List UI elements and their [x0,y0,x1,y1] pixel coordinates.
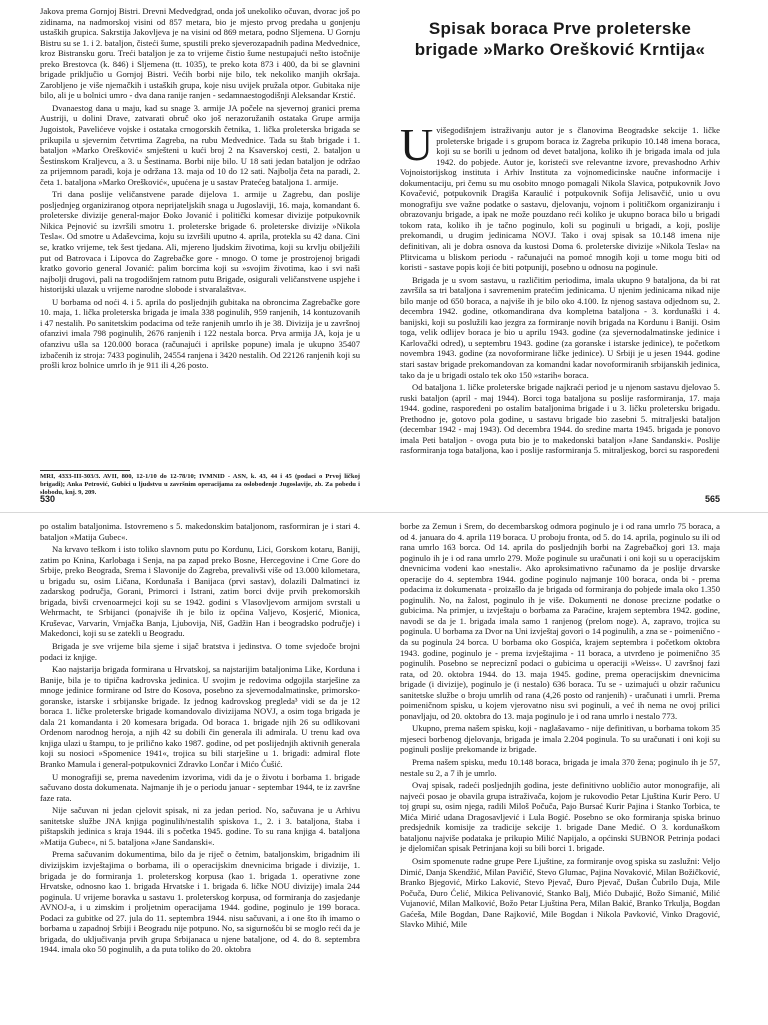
book-spread-bottom [0,512,768,1025]
page-number-right: 565 [704,494,720,504]
paragraph: U monografiji se, prema navedenim izvorima, vidi da je o životu i borbama 1. brigade sačuvano dosta dokumenata. Najmanje ih je o periodu januar - septembar 1944, te iz završne faze rata. [40,771,360,803]
page-number-left: 530 [40,494,56,504]
footnote: MRI, 4333-III-303/3. AVII, 800, 12-1/10 do 12-78/10; IVMNID - ASN, k. 43, 44 i 45 (podaci o Prvoj ličkoj brigadi); Anka Petrović, Gubici u ljudstvu u završnim operacijama za oslobođenje Jugoslavije, zb. Za pobedu i slobodu, knj. 9, 209. [40,473,360,496]
paragraph: Nije sačuvan ni jedan cjelovit spisak, ni za jedan period. No, sačuvana je u Arhivu sanitetske službe JNA knjiga poginulih/nestalih spiskova 1., 2. i 3. bataljona, štaba i pištapskih jedinica s kraja 1944. ili s početka 1945. godine. To su rana knjiga 4. bataljona »Matija Gubec«, ni 5. bataljona »Jane Sandanski«. [40,805,360,847]
paragraph-text: višegodišnjem istraživanju autor je s članovima Beogradske sekcije 1. ličke proleterske brigade i s grupom boraca iz Zagreba prikupio 10.148 imena boraca, koji su se borili u jednom od devet bataljona, koliko ih je brigada imala od jula 1942. do pobjede. Autor je, koristeći sve relevantne izvore, prevashodno Arhiv Vojnoistorijskog instituta i Arhiv Instituta za vojnomedicinske naučne informacije i dokumentaciju, pri čemu su mu osobito mnogo pomagali Nikola Slavica, potpukovnik Jovo Kovačević, potpukovnik Dragiša Karaulić i potpukovnik Sofija Jelisavčić, unio u ovu monografiju sve važne podatke o sastavu, djelovanju, vojnom i političkom organiziranju i obrazovanju brigade, a ipak ne može pouzdano reći koliko je ukupno boraca bilo u brigadi tokom rata, koliko ih je tačno poginulo, koli su poginuli u brigadi, a koji, poslije prekomandi, u drugim jedinicama NOVJ. Tako i ovaj spisak sa 10.148 imena nije definitivan, ali je dobra osnova da kustosi Doma 6. proleterske divizije »Nikola Tesla« na Plitvicama u bliskom periodu - računajući na pomoć mnogih koji u tome mogu biti od koristi - sastave popis koji će biti potpuniji, posebno u odnosu na poginule. [400,125,720,273]
right-text-column [400,521,720,1017]
paragraph: Ovaj spisak, radeći posljednjih godina, jeste definitivno uobličio autor monografije, ali najveći posao je obavila grupa istraživača, kojom je rukovodio Petar Ljuština Kurir Pero. U toj grupi su, osim njega, radili Miloš Počuča, Pajo Bursać Kurir Pajina i Stanko Torbica, te Mića Mirić udana Dragosavljević i Lula Bogić. Posebno se oko formiranja spiska brinuo predsjednik komisije za tradicije sekcije 1. brigade Dane Medić. O 3. kordunaškom bataljonu najviše podataka je prikupio Milić Napijalo, a općinski SUBNOR Petrinja podaci je djelomičan spisak Petrinjana koji su bili borci 1. brigade. [400,780,720,854]
paragraph: Brigada je sve vrijeme bila sjeme i sijač bratstva i jedinstva. O tome svjedoče brojni podaci iz knjige. [40,641,360,662]
paragraph: Ukupno, prema našem spisku, koji - naglašavamo - nije definitivan, u borbama tokom 35 mjeseci borbenog djelovanja, brigada je imala 2.204 poginula. To su uračunati i oni koji su poginuli poslije prekomande iz brigade. [400,723,720,755]
paragraph: Kao najstarija brigada formirana u Hrvatskoj, sa najstarijim bataljonima Like, Korduna i Banije, bila je to tipična kadrovska jedinica. U svojim je redovima odgojila starješine za mnoge jedinice formirane od Istre do Kosova, posebno za sjevernodalmatinske, primorsko-goranske, istarske i srbijanske brigade. Iz jednog kadrovskog pregleda³ vidi se da je 12 boraca 1. ličke proleterske brigade komandovalo divizijama NOVJ, a osim toga brigada je dala 21 komandanta i 20 komesara brigada. Od boraca 1. brigade njih 26 su odlikovani Ordenom narodnog heroja, a njih 42 su dobili čin generala ili admirala. U trenu kad ova knjiga ulazi u štampu, to je prilično kako 1987. godine, od pet poslijednjih aktivnih generala koji su nosioci »Spomenice 1941«, trojica su bili starješine u 1. brigadi: admiral flote Branko Mamula i general-potpukovnici Zdravko Lončar i Mićo Ćušić. [40,664,360,770]
paragraph: po ostalim bataljonima. Istovremeno s 5. makedonskim bataljonom, rasformiran je i stari 4. bataljon »Matija Gubec«. [40,521,360,542]
paragraph: Osim spomenute radne grupe Pere Ljuštine, za formiranje ovog spiska su zaslužni: Veljo Dimić, Danja Skendžić, Milan Pavičić, Stevo Glumac, Pajina Novaković, Milan Božičković, Branko Bjegović, Mirko Laković, Stevo Pjevač, Đuro Pjevač, Dušan Čubrilo Duja, Mile Počuča, Đuro Ćelić, Mikica Pelivanović, Stanko Balj, Mićo Dubajić, Božo Simanić, Milić Vujanović, Milan Malković, Božo Petar Ljuština Pera, Milan Bakić, Branko Trkulja, Bogdan Gaćeša, Mile Bogdan, Dane Rajković, Mile Bogdan i Nikola Pavković, Vinko Dragović, Slavko Mihić, Mile [400,855,720,930]
paragraph: U borbama od noći 4. i 5. aprila do posljednjih gubitaka na obroncima Zagrebačke gore 10. maja, 1. lička proleterska brigada je imala 338 poginulih, 959 ranjenih, 14 kontuzovanih i 47 nestalih. Po sanitetskim podacima od teže ranjenih umrlo ih je 38. Divizija je u završnoj ofanzivi imala 798 poginulih, 2676 ranjenih i 122 nestala borca. Prva armija JA, koja je u ofanzivu ušla sa 120.000 boraca (računajući i aprilske popune) imala je ukupno 35407 izbačenih iz stroja: 7433 poginulih, 24554 ranjena i 3420 nestalih. Od 22126 ranjenih koji su prošli kroz bolnice umrlo ih je 911 ili 4,26 posto. [40,296,360,371]
drop-cap: U [400,125,434,170]
paragraph [400,125,720,273]
paragraph: Od bataljona 1. ličke proleterske brigade najkraći period je u njenom sastavu djelovao 5. ruski bataljon (april - maj 1944). Borci toga bataljona su poslije rasformiranja, 17. maja 1944. godine, raspoređeni po ostalim bataljonima brigade i u 3. ličku proletersku brigadu. Prethodno je, gotovo pola godine, u sastavu brigade bio zasebni 5. mitraljeski bataljon (decembar 1942 - maj 1943). Od decembra 1944. do sredine marta 1945. brigada je ponovo imala Peti bataljon - ovoga puta bio je to makedonski bataljon »Jane Sandanski«. Poslije rasformiranja toga bataljona, kao i poslije rasformiranja 5. mitraljeskog, borci su raspoređeni [400,382,720,456]
paragraph: Prema našem spisku, među 10.148 boraca, brigada je imala 370 žena; poginulo ih je 57, nestale su 2, a 7 ih je umrlo. [400,757,720,778]
paragraph: Na krvavo teškom i isto toliko slavnom putu po Kordunu, Lici, Gorskom kotaru, Baniji, zatim po Knina, Karlobaga i Senja, na pa zapad preko Bosne, Hercegovine i Crne Gore do Srbije, preko Beograda, Srema i Slavonije do Zagreba, prevalivši više od 13.000 kilometara, u brigadu su, osim Ličana, Kordunaša i Banijaca (prvi sastav), dolazili Dalmatinci iz zadarskog područja, Gorani, Primorci i Istrani, zatim borci dvije prvih prekomorskih brigada, bivši crvenoarmejci koji su se 1942. godini s Vlasovljevom armijom svrstali u Wehrmacht, te Srbijanci (ponajviše ih je bilo iz općina Valjevo, Kosjerić, Mionica, Kruševac, Varvarin, Vrnjačka Banja, Ljubovija, Niš, Gadžin Han i beogradsko područje) i Makedonci, koji su se zatekli u Beogradu. [40,544,360,639]
paragraph: Prema sačuvanim dokumentima, bilo da je riječ o četnim, bataljonskim, brigadnim ili divizijskim izvještajima o borbama, ili o operacijskim dnevnicima brigade i divizije, 1. brigada je do formiranja 1. proleterskog korpusa (kao 1. brigada 1. operativne zone Hrvatske, odnosno kao 1. brigada Hrvatske i 1. brigada 6. ličke NOU divizije) imala 244 poginula. U vrijeme boravka u sastavu 1. proleterskog korpusa, od formiranja do zasjedanje AVNOJ-a, i u zimskim i proljetnim operacijama 1944. godine, poginulo je 199 boraca. Podaci za gubitke od 27. jula do 11. septembra 1944. nisu sačuvani, a i one što ih imamo o borbama u zapadnoj Srbiji i Beogradu nije potpuno. No, sa sigurnošću bi se moglo reći da je brigada, do uključivanja prvih grupa Srbijanaca u njene bataljone, od 4. do 8. septembra 1944. imala oko 50 poginulih, a da puta toliko do 20. oktobra [40,849,360,955]
paragraph: Dvanaestog dana u maju, kad su snage 3. armije JA počele na sjevernoj granici prema Austriji, u dolini Drave, zatvarati obruč oko još nerazoružanih ostataka Grupe armija Jugoistok, Pavelićeve vojske i ostataka crnogorskih četnika, 1. lička proleterska brigada se prikupila u sjevernim četvrtima Zagreba, na rubu Medvednice. Tada su štab brigade i 1. bataljon »Marko Orešković« smješteni u kući broj 2 na Ksaverskoj cesti, 2. bataljon u Šestinskom Kraljevcu, a 3. u Šestinama. Borbi nije bilo. U 18 sati jedan bataljon je održao za prijemnom paradi, koja je održana 13. maja od 10 do 12 sati. Najbolja četa na paradi, 2. četa 1. bataljona »Marko Orešković«, upućena je u sastav Pratećeg bataljona 1. armije. [40,102,360,187]
left-text-column [40,521,360,1017]
paragraph: borbe za Zemun i Srem, do decembarskog odmora poginulo je i od rana umrlo 75 boraca, a od 4. januara do 4. aprila 119 boraca. U proboju fronta, od 5. do 14. aprila, poginulo su ili od rana umrlo 163 borca. Od 14. aprila do posljednjih borbi na Zagrebačkoj gori 13. maja poginulo ih je i od rana umrlo 279. Može poginule su uračunati i oni koji su u operacijskim dnevnicima vođeni kao »nestali«. Ako aproksimativno računamo da je poslije drvarske operacije do 4. septembra 1944. godine poginulo najmanje 100 boraca, onda bi - prema podacima iz dokumenata - proizašlo da je brigada od formiranja do pobjede imala oko 1.350 poginulih. No, na žalost, poginulo ih je više. Dokumenti ne donose precizne podatke o gubicima. Na primjer, u izvještaju o borbama za Paraćine, krajem septembra 1942. godine, navodi se da je 1. brigada imala samo 1 ranjenog (prelom noge). A, zapravo, trojica su poginula. U borbama za Dvor na Uni izvještaj govori o 14 poginulih, a zna se - poimenično - da su poginula 24 borca. U borbama oko Gospića, krajem septembra i početkom oktobra 1943. godine, poginulo je - prema izvještajima - 11 boraca, a utvrđeno je poimenično 35 poginulih. Posebno se nepreciznî podaci o gubicima u operaciji »Weiss«. U završnoj fazi rata, od 20. oktobra 1944. do 13. maja 1945. godine, prema operacijskim dnevnicima brigade (i divizije), poginulo je (i nestalo) 636 boraca. Tu se - uzimajući u obzir računicu sanitetske službe o broju umrlih od rana (4,26 posto od ranjenih) - uračunati i umrli. Prema poimeničnom spisku, u kojem vjerovatno nisu svi poginuli, a već ih nema ne ovoj prilici ponavljaju, od 20. oktobra do 13. maja poginulo je i od rana umrlo i nestalo 773. [400,521,720,721]
chapter-heading [400,18,720,60]
chapter-heading-line2: brigade »Marko Orešković Krntija« [414,40,706,59]
paragraph: Brigada je u svom sastavu, u različitim periodima, imala ukupno 9 bataljona, da bi rat završila sa tri bataljona i savremenim pratećim jedinicama. U njenim jedinicama nikad nije bilo manje od 650 boraca, a najviše ih je bilo oko 4.100. Iz njenog sastava odjednom su, 2. decembra 1942. godine, otkomandirana dva kompletna bataljona - 3. kordunaški i 4. banijski, koji su poslužili kao jezgra za formiranje novih brigada na Kordunu i Baniji. Osim toga, velik odlijev boraca je bio u aprilu 1943. godine (za sjevernodalmatinske jedinice i Karlovački odred), u septembru 1943. godine (za goranske i istarske jedinice), te početkom novembra 1943. godine (za novoformirane ličke jedinice). U Srbiji je u jesen 1944. godine stari sastav brigade prekomandovan za komandni kadar novoformiranih srbijanskih jedinica, tako da je u brigadi ostalo tek oko 150 »starih« boraca. [400,274,720,380]
chapter-heading-line1: Spisak boraca Prve proleterske [428,19,692,38]
book-spread-top [0,0,768,512]
left-text-column [40,6,360,468]
footnote-divider [40,470,130,471]
right-text-column [400,125,720,505]
paragraph: Jakova prema Gornjoj Bistri. Drevni Medvedgrad, onda još unekoliko očuvan, dvorac još po zidinama, na nadmorskoj visini od 857 metara, bio je mjesto prvog predaha u gonjenju ustaških grupica. Sakrstija Jakovljeva je na visini od 869 metara, podno Sljemena. U Gornju Bistru su se 1. i 2. bataljon, čisteći šume, spustili preko sjeverozapadnih padina Medvednice, kroz Bistransku goru. Treći bataljon je za to vrijeme čistio šume nestupajući nešto istočnije preko Brestovca (k. 846) i Sljemena (tt. 1035), te preko kota 873 i 400, da bi se glavnini brigade priključio u Gornjoj Bistri. Većih borbi nije bilo, tek nekoliko manjih okršaja. Zarobljeno je više njemačkih i ustaških grupa, koje nisu uvijek pružala otpor. Gubitaka nije bilo, ali je u bolnici umro - dva dana ranije ranjen - sedamnaestogodišnji Aleksandar Krstić. [40,6,360,101]
paragraph: Tri dana poslije veličanstvene parade dijelova 1. armije u Zagrebu, dan poslije posljednjeg organiziranog otpora neprijateljskih snaga u Jugoslaviji, 16. maja, komandant 6. proleterske divizije general-major Đoko Jovanić i politički komesar divizije potpukovnik Nikica Pejnović su izvršili smotru 1. proleterske brigade 6. proleterske divizije »Nikola Tesla«. Od smotre u Adaševcima, koju su izvršili uputno 4. aprila, protekla su 42 dana. Cini se, kratko vrijeme, tek šest tjedana. Ali, mjereno ljudskim životima, koji su krvlju obilježili put od Batrovaca i Lipovca do Zagrebačke gore - mnogo. O tome je prostrojenoj brigadi kratko govorio general Jovanić: palim borcima koji su »svojim životima, kao i svi naši najbolji drugovi, pali na trogodišnjem ratnom putu Brigade, osigurali veličanstvene uspjehe i historijski ulazak u vrijeme narodne slobode i stvaralaštva«. [40,189,360,295]
